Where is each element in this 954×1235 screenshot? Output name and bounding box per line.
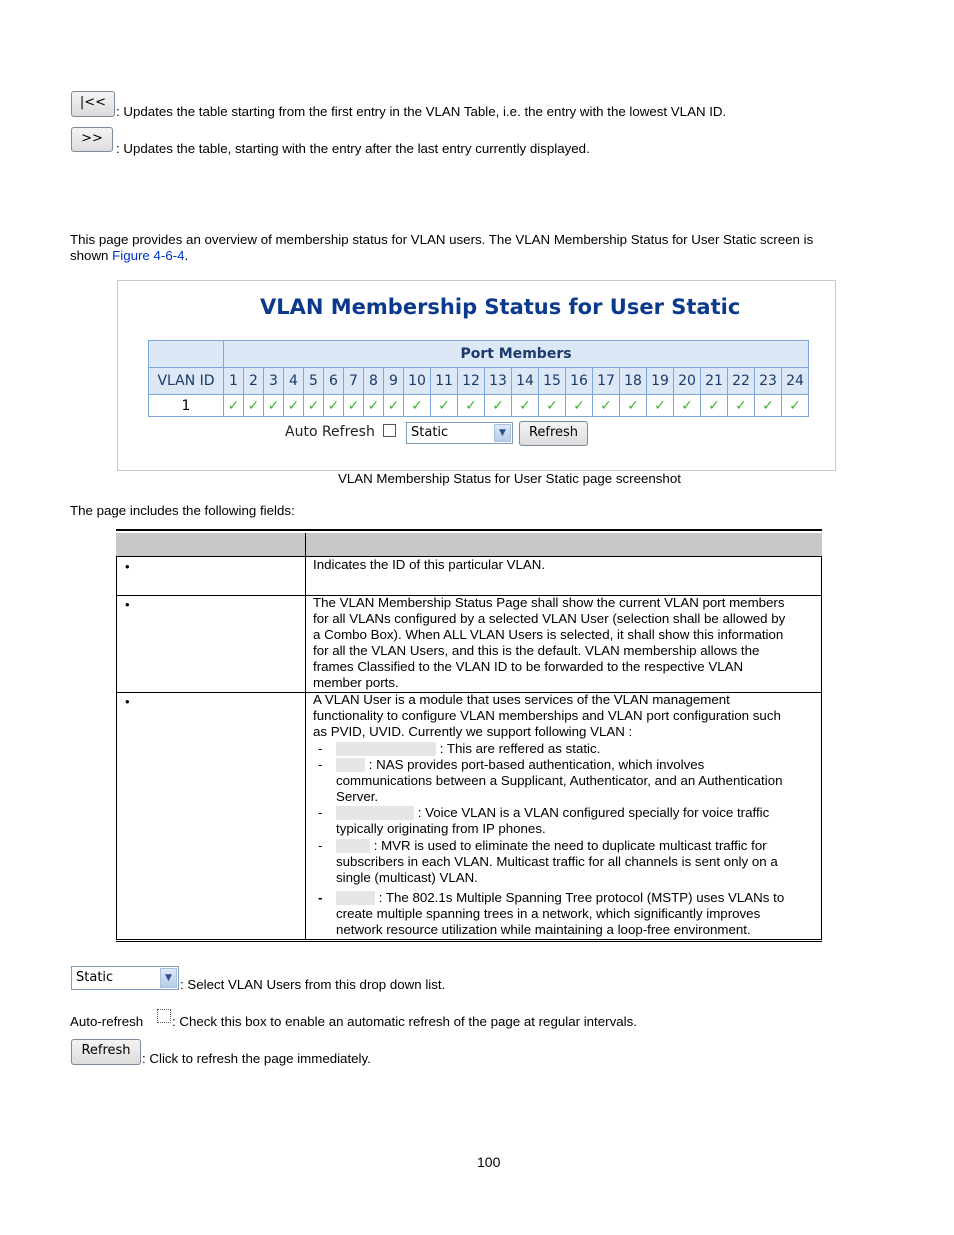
port-member-check-icon: ✓	[344, 395, 364, 417]
port-members-header: Port Members	[224, 341, 809, 368]
port-member-check-icon: ✓	[304, 395, 324, 417]
desc-line: for all VLANs configured by a selected VLAN User (selection shall be allowed by	[313, 611, 786, 626]
port-member-check-icon: ✓	[647, 395, 674, 417]
table-bottom-border	[116, 939, 822, 940]
item-dash: -	[318, 757, 323, 772]
item-text: single (multicast) VLAN.	[336, 870, 478, 885]
port-member-check-icon: ✓	[782, 395, 809, 417]
port-member-check-icon: ✓	[485, 395, 512, 417]
desc-line: a Combo Box). When ALL VLAN Users is selected, it shall show this information	[313, 627, 784, 642]
port-member-check-icon: ✓	[284, 395, 304, 417]
item-dash: -	[318, 741, 323, 756]
redacted-label	[336, 742, 436, 756]
item-text: : Voice VLAN is a VLAN configured specially for voice traffic	[417, 805, 770, 820]
port-member-check-icon: ✓	[264, 395, 284, 417]
redacted-label	[336, 839, 370, 853]
port-header-18: 18	[620, 368, 647, 395]
port-member-check-icon: ✓	[431, 395, 458, 417]
next-entry-button[interactable]: >>	[71, 127, 113, 152]
port-header-19: 19	[647, 368, 674, 395]
port-header-20: 20	[674, 368, 701, 395]
refresh-description: : Click to refresh the page immediately.	[142, 1051, 371, 1066]
item-dash: -	[318, 805, 323, 820]
vlan-user-select[interactable]	[406, 422, 513, 444]
port-header-9: 9	[384, 368, 404, 395]
port-header-16: 16	[566, 368, 593, 395]
desc-line: functionality to configure VLAN memberships and VLAN port configuration such	[313, 708, 781, 723]
port-header-1: 1	[224, 368, 244, 395]
desc-line: member ports.	[313, 675, 399, 690]
vlan-user-item-voice	[336, 805, 769, 837]
redacted-label	[336, 806, 414, 820]
vlan-membership-table	[148, 340, 809, 417]
desc-line: A VLAN User is a module that uses services of the VLAN management	[313, 692, 730, 707]
port-header-23: 23	[755, 368, 782, 395]
item-text: network resource utilization while maintaining a loop-free environment.	[336, 922, 751, 937]
item-text: : MVR is used to eliminate the need to duplicate multicast traffic for	[373, 838, 767, 853]
vlan-user-item-nas	[336, 757, 782, 805]
vlan-id-header: VLAN ID	[149, 368, 224, 395]
item-text: Server.	[336, 789, 379, 804]
first-entry-button[interactable]: |<<	[71, 91, 115, 117]
port-member-check-icon: ✓	[566, 395, 593, 417]
item-text: subscribers in each VLAN. Multicast traffic for all channels is sent only on a	[336, 854, 778, 869]
port-header-8: 8	[364, 368, 384, 395]
select-description: : Select VLAN Users from this drop down list.	[180, 977, 446, 992]
first-entry-description: : Updates the table starting from the first entry in the VLAN Table, i.e. the entry with the lowest VLAN ID.	[116, 104, 727, 119]
port-header-12: 12	[458, 368, 485, 395]
port-header-24: 24	[782, 368, 809, 395]
chevron-down-icon: ▼	[160, 968, 177, 988]
port-member-check-icon: ✓	[755, 395, 782, 417]
desc-line: as PVID, UVID. Currently we support following VLAN :	[313, 724, 633, 739]
port-header-3: 3	[264, 368, 284, 395]
item-dash: -	[318, 838, 323, 853]
port-header-11: 11	[431, 368, 458, 395]
port-header-5: 5	[304, 368, 324, 395]
intro-line-2	[70, 248, 188, 263]
port-member-check-icon: ✓	[404, 395, 431, 417]
vlan-user-select-value: Static	[411, 425, 449, 440]
figure-link[interactable]: Figure 4-6-4	[112, 248, 185, 263]
port-members-desc	[313, 595, 785, 691]
port-header-22: 22	[728, 368, 755, 395]
screenshot-panel	[117, 280, 836, 471]
port-member-check-icon: ✓	[620, 395, 647, 417]
port-member-check-icon: ✓	[458, 395, 485, 417]
intro-prefix: shown	[70, 248, 113, 263]
item-text: communications between a Supplicant, Authenticator, and an Authentication	[336, 773, 783, 788]
intro-suffix: .	[184, 248, 189, 263]
next-entry-description: : Updates the table, starting with the entry after the last entry currently displayed.	[116, 141, 590, 156]
table-header-row	[116, 533, 822, 556]
table-left-border	[116, 556, 117, 940]
bullet-1: •	[125, 559, 130, 574]
port-header-6: 6	[324, 368, 344, 395]
bullet-2: •	[125, 597, 130, 612]
port-header-15: 15	[539, 368, 566, 395]
table-bottom-border	[116, 941, 822, 942]
page-number: 100	[477, 1154, 501, 1170]
item-text: typically originating from IP phones.	[336, 821, 546, 836]
vlan-user-item-mvr	[336, 838, 778, 886]
desc-line: frames Classified to the VLAN ID to be forwarded to the respective VLAN	[313, 659, 744, 674]
port-header-13: 13	[485, 368, 512, 395]
vlan-id-desc: Indicates the ID of this particular VLAN.	[313, 557, 546, 572]
auto-refresh-prefix: Auto-refresh	[70, 1014, 144, 1029]
port-member-check-icon: ✓	[224, 395, 244, 417]
refresh-button[interactable]: Refresh	[519, 421, 588, 446]
screenshot-title: VLAN Membership Status for User Static	[260, 295, 741, 319]
vlan-user-desc	[313, 692, 781, 740]
header-blank	[149, 341, 224, 368]
port-member-check-icon: ✓	[701, 395, 728, 417]
desc-line: The VLAN Membership Status Page shall show the current VLAN port members	[313, 595, 785, 610]
auto-refresh-description: : Check this box to enable an automatic refresh of the page at regular intervals.	[172, 1014, 637, 1029]
port-member-check-icon: ✓	[728, 395, 755, 417]
bottom-refresh-button[interactable]: Refresh	[71, 1039, 141, 1065]
screenshot-caption: VLAN Membership Status for User Static page screenshot	[338, 471, 681, 486]
port-member-check-icon: ✓	[674, 395, 701, 417]
port-member-check-icon: ✓	[364, 395, 384, 417]
port-member-check-icon: ✓	[324, 395, 344, 417]
redacted-label	[336, 891, 375, 905]
vlan-user-item-static	[336, 741, 600, 757]
item-text: : This are reffered as static.	[439, 741, 601, 756]
vlan-id-cell: 1	[149, 395, 224, 417]
redacted-label	[336, 758, 365, 772]
port-header-4: 4	[284, 368, 304, 395]
table-right-border	[821, 556, 822, 940]
port-header-14: 14	[512, 368, 539, 395]
item-text: create multiple spanning trees in a network, which significantly improves	[336, 906, 761, 921]
auto-refresh-checkbox[interactable]	[383, 424, 396, 437]
bottom-vlan-user-select[interactable]	[71, 966, 179, 990]
item-text: : The 802.1s Multiple Spanning Tree protocol (MSTP) uses VLANs to	[378, 890, 785, 905]
port-member-check-icon: ✓	[539, 395, 566, 417]
auto-refresh-label: Auto Refresh	[285, 424, 375, 440]
bottom-auto-refresh-checkbox[interactable]	[157, 1009, 171, 1023]
bullet-3: •	[125, 694, 130, 709]
port-header-2: 2	[244, 368, 264, 395]
port-header-17: 17	[593, 368, 620, 395]
port-member-check-icon: ✓	[384, 395, 404, 417]
port-header-21: 21	[701, 368, 728, 395]
port-header-7: 7	[344, 368, 364, 395]
item-dash: -	[318, 890, 323, 905]
port-header-10: 10	[404, 368, 431, 395]
desc-line: for all the VLAN Users, and this is the default. VLAN membership allows the	[313, 643, 760, 658]
vlan-user-item-mstp	[336, 890, 784, 938]
fields-intro: The page includes the following fields:	[70, 503, 295, 518]
port-member-check-icon: ✓	[244, 395, 264, 417]
bottom-select-value: Static	[76, 970, 114, 985]
port-member-check-icon: ✓	[593, 395, 620, 417]
item-text: : NAS provides port-based authentication, which involves	[368, 757, 705, 772]
chevron-down-icon: ▼	[494, 424, 511, 442]
intro-line-1: This page provides an overview of membership status for VLAN users. The VLAN Membership Status for User Static screen is	[70, 232, 814, 247]
table-top-border	[116, 529, 822, 531]
port-member-check-icon: ✓	[512, 395, 539, 417]
table-column-divider	[305, 533, 306, 940]
